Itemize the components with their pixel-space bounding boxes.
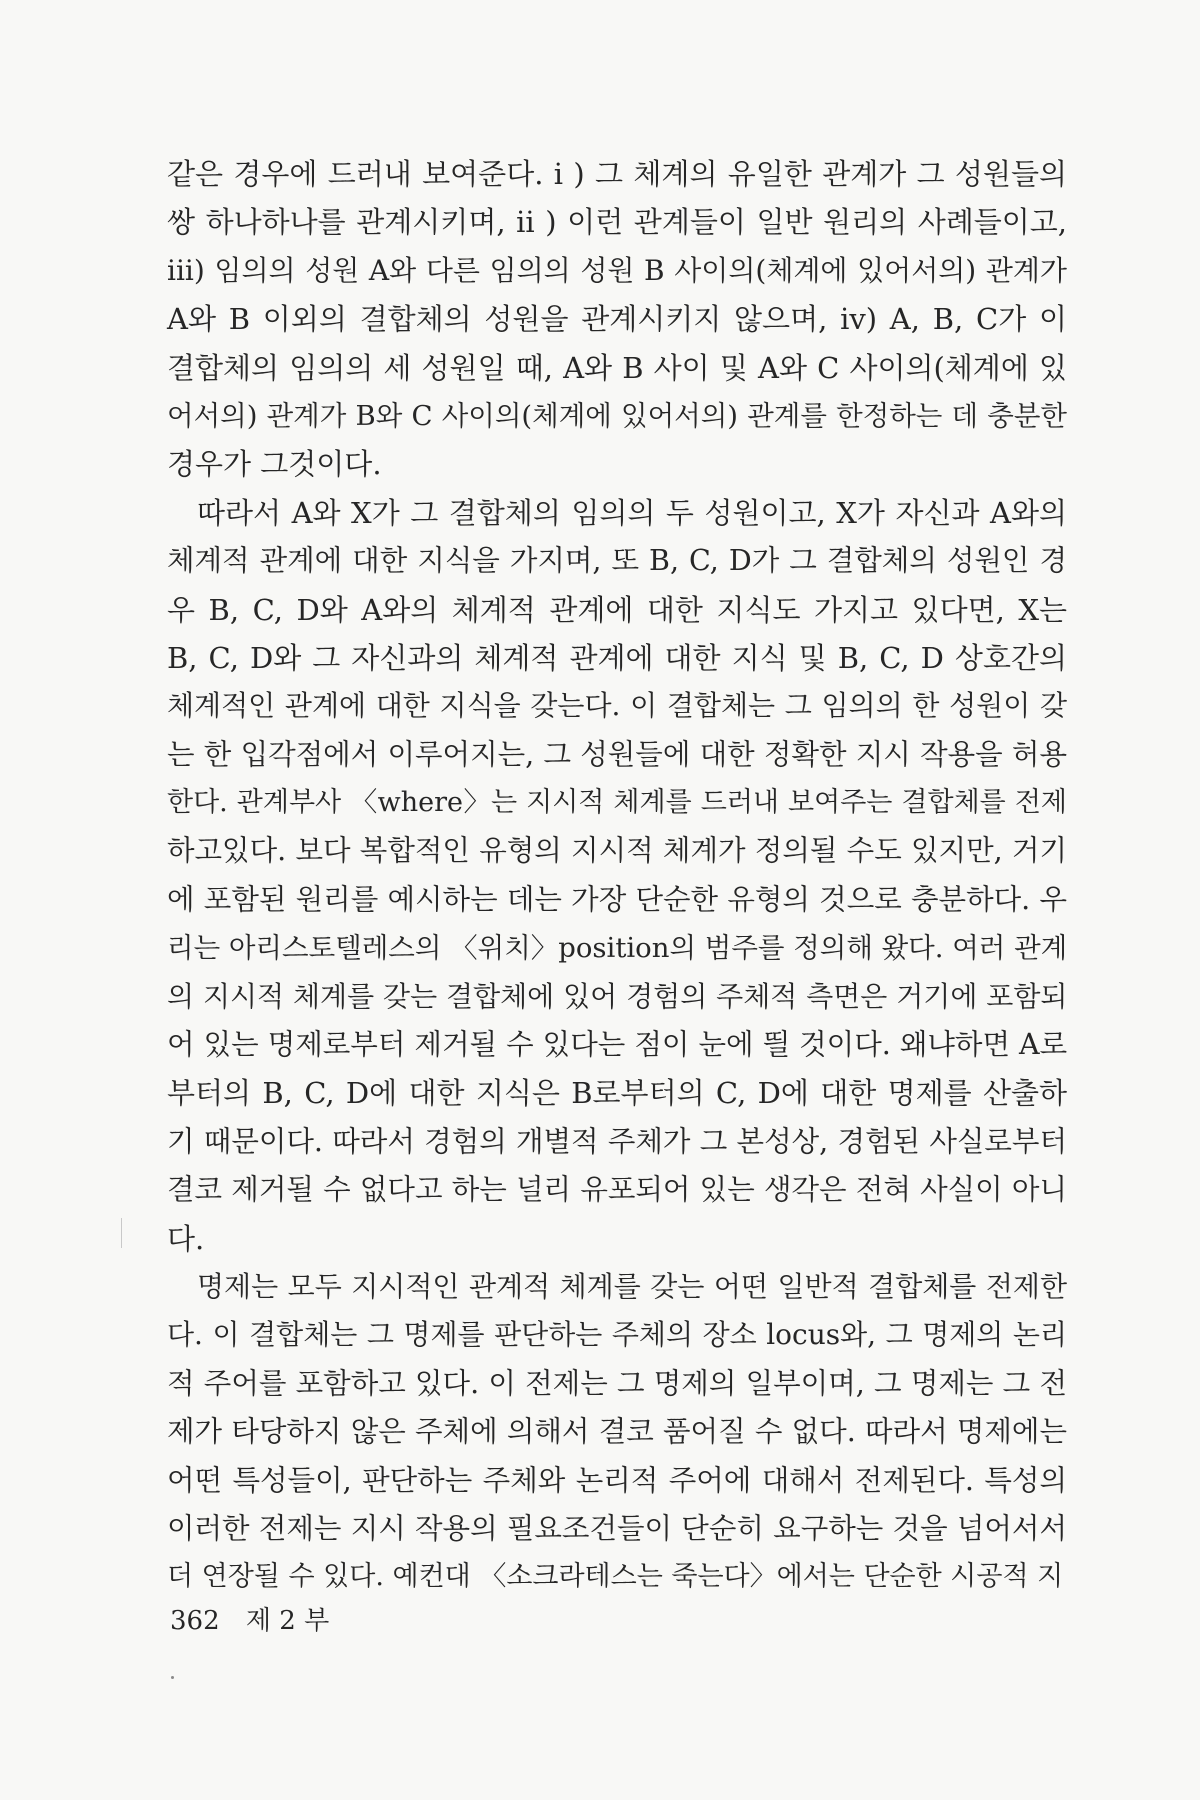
text-line: 우 B, C, D와 A와의 체계적 관계에 대한 지식도 가지고 있다면, X는 [167, 592, 1067, 627]
text-line: iii) 임의의 성원 A와 다른 임의의 성원 B 사이의(체계에 있어서의) 관계가 [167, 253, 1067, 287]
text-line: 경우가 그것이다. [167, 447, 382, 482]
text-line: 더 연장될 수 있다. 예컨대 〈소크라테스는 죽는다〉에서는 단순한 시공적 지 [167, 1561, 1064, 1593]
text-line: 부터의 B, C, D에 대한 지식은 B로부터의 C, D에 대한 명제를 산출하 [167, 1076, 1067, 1111]
text-line: 하고있다. 보다 복합적인 유형의 지시적 체계가 정의될 수도 있지만, 거기 [167, 834, 1067, 868]
text-line: 체계적인 관계에 대한 지식을 갖는다. 이 결합체는 그 임의의 한 성원이 갖 [167, 689, 1067, 723]
text-line: 체계적 관계에 대한 지식을 가지며, 또 B, C, D가 그 결합체의 성원인 경 [167, 544, 1067, 578]
text-line: 명제는 모두 지시적인 관계적 체계를 갖는 어떤 일반적 결합체를 전제한 [197, 1269, 1067, 1303]
section-label: 제 2 부 [245, 1606, 330, 1636]
paragraph [167, 1263, 1067, 1602]
text-line: A와 B 이외의 결합체의 성원을 관계시키지 않으며, iv) A, B, C가 이 [167, 302, 1067, 337]
speck [171, 1676, 174, 1679]
text-line: 어서의) 관계가 B와 C 사이의(체계에 있어서의) 관계를 한정하는 데 충분한 [167, 399, 1067, 432]
text-line: 이러한 전제는 지시 작용의 필요조건들이 단순히 요구하는 것을 넘어서서 [167, 1511, 1067, 1545]
text-line: 제가 타당하지 않은 주체에 의해서 결코 품어질 수 없다. 따라서 명제에는 [167, 1415, 1067, 1449]
text-line: 따라서 A와 X가 그 결합체의 임의의 두 성원이고, X가 자신과 A와의 [197, 495, 1067, 530]
text-line: 는 한 입각점에서 이루어지는, 그 성원들에 대한 정확한 지시 작용을 허용 [167, 737, 1067, 771]
paragraph [167, 489, 1067, 1263]
text-line: 어 있는 명제로부터 제거될 수 있다는 점이 눈에 띌 것이다. 왜냐하면 A로 [167, 1028, 1068, 1062]
text-line: 의 지시적 체계를 갖는 결합체에 있어 경험의 주체적 측면은 거기에 포함되 [167, 979, 1068, 1013]
paragraph [167, 150, 1067, 489]
text-line: 한다. 관계부사 〈where〉는 지시적 체계를 드러내 보여주는 결합체를 전제 [167, 787, 1067, 819]
text-line: B, C, D와 그 자신과의 체계적 관계에 대한 지식 및 B, C, D 상호간의 [167, 640, 1067, 675]
margin-mark [121, 1218, 122, 1248]
text-line: 다. 이 결합체는 그 명제를 판단하는 주체의 장소 locus와, 그 명제의 논리 [167, 1318, 1067, 1352]
text-line: 같은 경우에 드러내 보여준다. i ) 그 체계의 유일한 관계가 그 성원들의 [167, 157, 1067, 191]
text-line: 기 때문이다. 따라서 경험의 개별적 주체가 그 본성상, 경험된 사실로부터 [167, 1124, 1067, 1158]
text-line: 결합체의 임의의 세 성원일 때, A와 B 사이 및 A와 C 사이의(체계에 있 [167, 350, 1067, 385]
text-line: 에 포함된 원리를 예시하는 데는 가장 단순한 유형의 것으로 충분하다. 우 [167, 882, 1067, 916]
text-line: 결코 제거될 수 없다고 하는 널리 유포되어 있는 생각은 전혀 사실이 아니 [167, 1173, 1067, 1207]
text-line: 리는 아리스토텔레스의 〈위치〉position의 범주를 정의해 왔다. 여러 관계 [167, 932, 1068, 965]
text-line: 다. [167, 1221, 205, 1256]
text-line: 적 주어를 포함하고 있다. 이 전제는 그 명제의 일부이며, 그 명제는 그 전 [167, 1366, 1067, 1400]
text-line: 어떤 특성들이, 판단하는 주체와 논리적 주어에 대해서 전제된다. 특성의 [167, 1463, 1067, 1497]
page-footer [170, 1600, 329, 1637]
body-text [167, 150, 1067, 1602]
text-line: 쌍 하나하나를 관계시키며, ii ) 이런 관계들이 일반 원리의 사례들이고, [167, 205, 1067, 240]
page-number: 362 [170, 1606, 220, 1636]
